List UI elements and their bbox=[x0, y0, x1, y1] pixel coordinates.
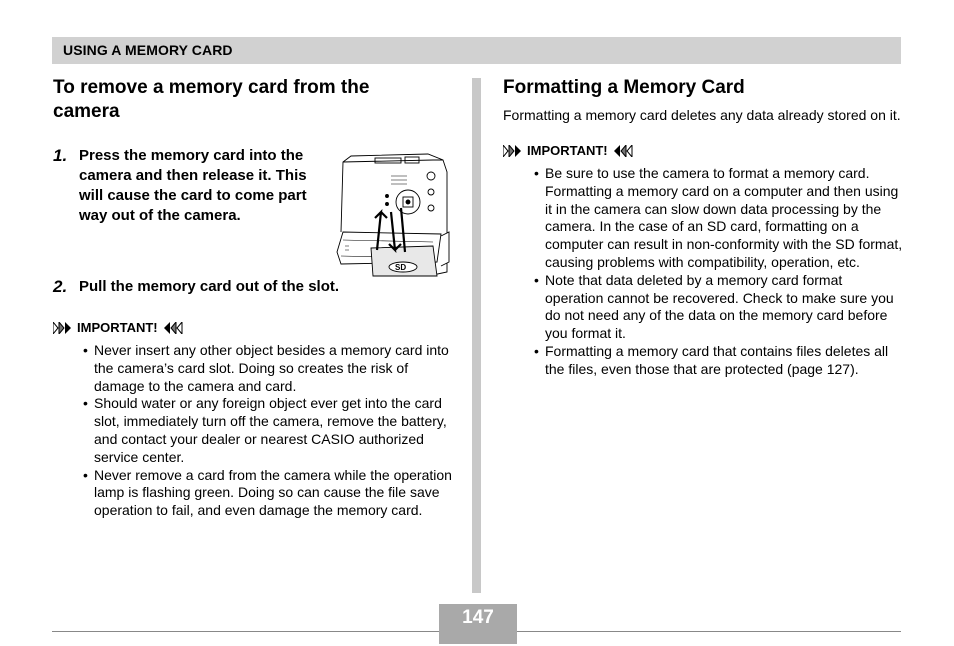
bullet-dot: • bbox=[83, 342, 88, 358]
remove-card-title: To remove a memory card from the camera bbox=[53, 77, 370, 122]
bullet-dot: • bbox=[534, 165, 539, 181]
list-item: • Be sure to use the camera to format a memory card. Formatting a memory card on a computer and then using it in the camera can slow down data processing by the camera. In the case of an SD card, formatting on a computer can result in non-conformity with the SD format, causing problems with compatibility, operation, etc. bbox=[534, 165, 903, 270]
important-heading bbox=[53, 320, 453, 336]
triple-arrow-right-icon bbox=[53, 322, 73, 334]
bullet-dot: • bbox=[534, 271, 539, 288]
triple-arrow-left-icon bbox=[164, 322, 184, 334]
list-item: • Never insert any other object besides a memory card into the camera’s card slot. Doing so creates the risk of damage to the camera and card. bbox=[83, 342, 449, 394]
important-heading bbox=[503, 143, 903, 159]
page-number: 147 bbox=[439, 604, 517, 644]
bullet-dot: • bbox=[83, 395, 88, 412]
bullet-dot: • bbox=[83, 466, 88, 483]
triple-arrow-left-icon bbox=[614, 145, 634, 157]
list-item: • Formatting a memory card that contains files deletes all the files, even those that are protected (page 127). bbox=[534, 342, 889, 377]
step-text: Pull the memory card out of the slot. bbox=[79, 278, 340, 295]
camera-card-illustration bbox=[333, 152, 453, 277]
svg-text:SD: SD bbox=[395, 263, 407, 272]
step-1 bbox=[53, 146, 315, 226]
important-label: IMPORTANT! bbox=[77, 320, 158, 335]
left-column bbox=[53, 76, 453, 520]
important-list bbox=[83, 342, 455, 520]
important-label: IMPORTANT! bbox=[527, 143, 608, 158]
list-item: • Should water or any foreign object ever get into the card slot, immediately turn off the camera, remove the battery, and contact your dealer or nearest CASIO authorized service center. bbox=[83, 395, 447, 465]
step-text: Press the memory card into the camera and then release it. This will cause the card to come part way out of the camera. bbox=[79, 147, 307, 224]
list-item: • Note that data deleted by a memory card format operation cannot be recovered. Check to make sure you do not need any of the data on the memory card before you format it. bbox=[534, 271, 894, 342]
bullet-dot: • bbox=[534, 342, 539, 359]
important-list bbox=[534, 165, 904, 379]
column-divider bbox=[472, 78, 481, 593]
step-number: 2. bbox=[53, 277, 68, 296]
triple-arrow-right-icon bbox=[503, 145, 523, 157]
step-2 bbox=[53, 277, 453, 297]
step-number: 1. bbox=[53, 146, 68, 165]
right-column bbox=[503, 76, 903, 379]
section-header: USING A MEMORY CARD bbox=[52, 37, 901, 64]
format-intro: Formatting a memory card deletes any data already stored on it. bbox=[503, 107, 901, 123]
format-card-title: Formatting a Memory Card bbox=[503, 77, 745, 98]
list-item: • Never remove a card from the camera while the operation lamp is flashing green. Doing so can cause the file save operation to fail, and even damage the memory card. bbox=[83, 466, 452, 519]
